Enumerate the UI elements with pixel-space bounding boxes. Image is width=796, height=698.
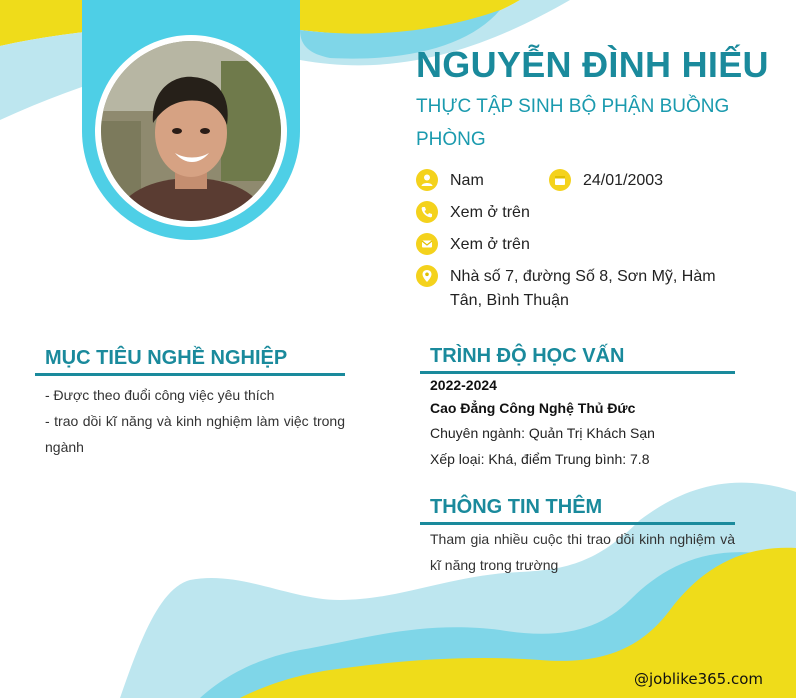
- career-objective-title: MỤC TIÊU NGHỀ NGHIỆP: [45, 347, 288, 369]
- phone-icon: [416, 201, 438, 223]
- additional-info-text: Tham gia nhiều cuộc thi trao dồi kinh nghiệm và kĩ năng trong trường: [430, 531, 735, 573]
- user-icon: [416, 169, 438, 191]
- education-major: Chuyên ngành: Quản Trị Khách Sạn: [430, 425, 655, 441]
- candidate-name: NGUYỄN ĐÌNH HIẾU: [416, 44, 769, 85]
- education-title: TRÌNH ĐỘ HỌC VẤN: [430, 345, 625, 367]
- education-divider: [420, 371, 735, 374]
- education-years: 2022-2024: [430, 377, 497, 393]
- email-value: Xem ở trên: [450, 236, 530, 253]
- address-row: [416, 265, 746, 313]
- gender-row: [416, 169, 484, 193]
- avatar: [101, 41, 281, 221]
- additional-info-divider: [420, 522, 735, 525]
- watermark: @joblike365.com: [634, 670, 764, 688]
- address-value: Nhà số 7, đường Số 8, Sơn Mỹ, Hàm Tân, Bình Thuận: [450, 268, 716, 309]
- birthdate-row: [549, 169, 663, 193]
- career-objective-text: [45, 382, 345, 460]
- job-title: THỰC TẬP SINH BỘ PHẬN BUỒNG PHÒNG: [416, 96, 730, 150]
- education-school: Cao Đẳng Công Nghệ Thủ Đức: [430, 400, 636, 416]
- gender-value: Nam: [450, 172, 484, 189]
- additional-info-title: THÔNG TIN THÊM: [430, 496, 603, 518]
- career-objective-divider: [35, 373, 345, 376]
- objective-line-2: - trao dồi kĩ năng và kinh nghiệm làm việc trong ngành: [45, 413, 345, 455]
- location-icon: [416, 265, 438, 287]
- objective-line-1: - Được theo đuổi công việc yêu thích: [45, 387, 275, 403]
- birthdate-value: 24/01/2003: [583, 172, 664, 189]
- education-grade: Xếp loại: Khá, điểm Trung bình: 7.8: [430, 451, 650, 467]
- phone-value: Xem ở trên: [450, 204, 530, 221]
- phone-row: [416, 201, 530, 225]
- email-icon: [416, 233, 438, 255]
- calendar-icon: [549, 169, 571, 191]
- email-row: [416, 233, 530, 257]
